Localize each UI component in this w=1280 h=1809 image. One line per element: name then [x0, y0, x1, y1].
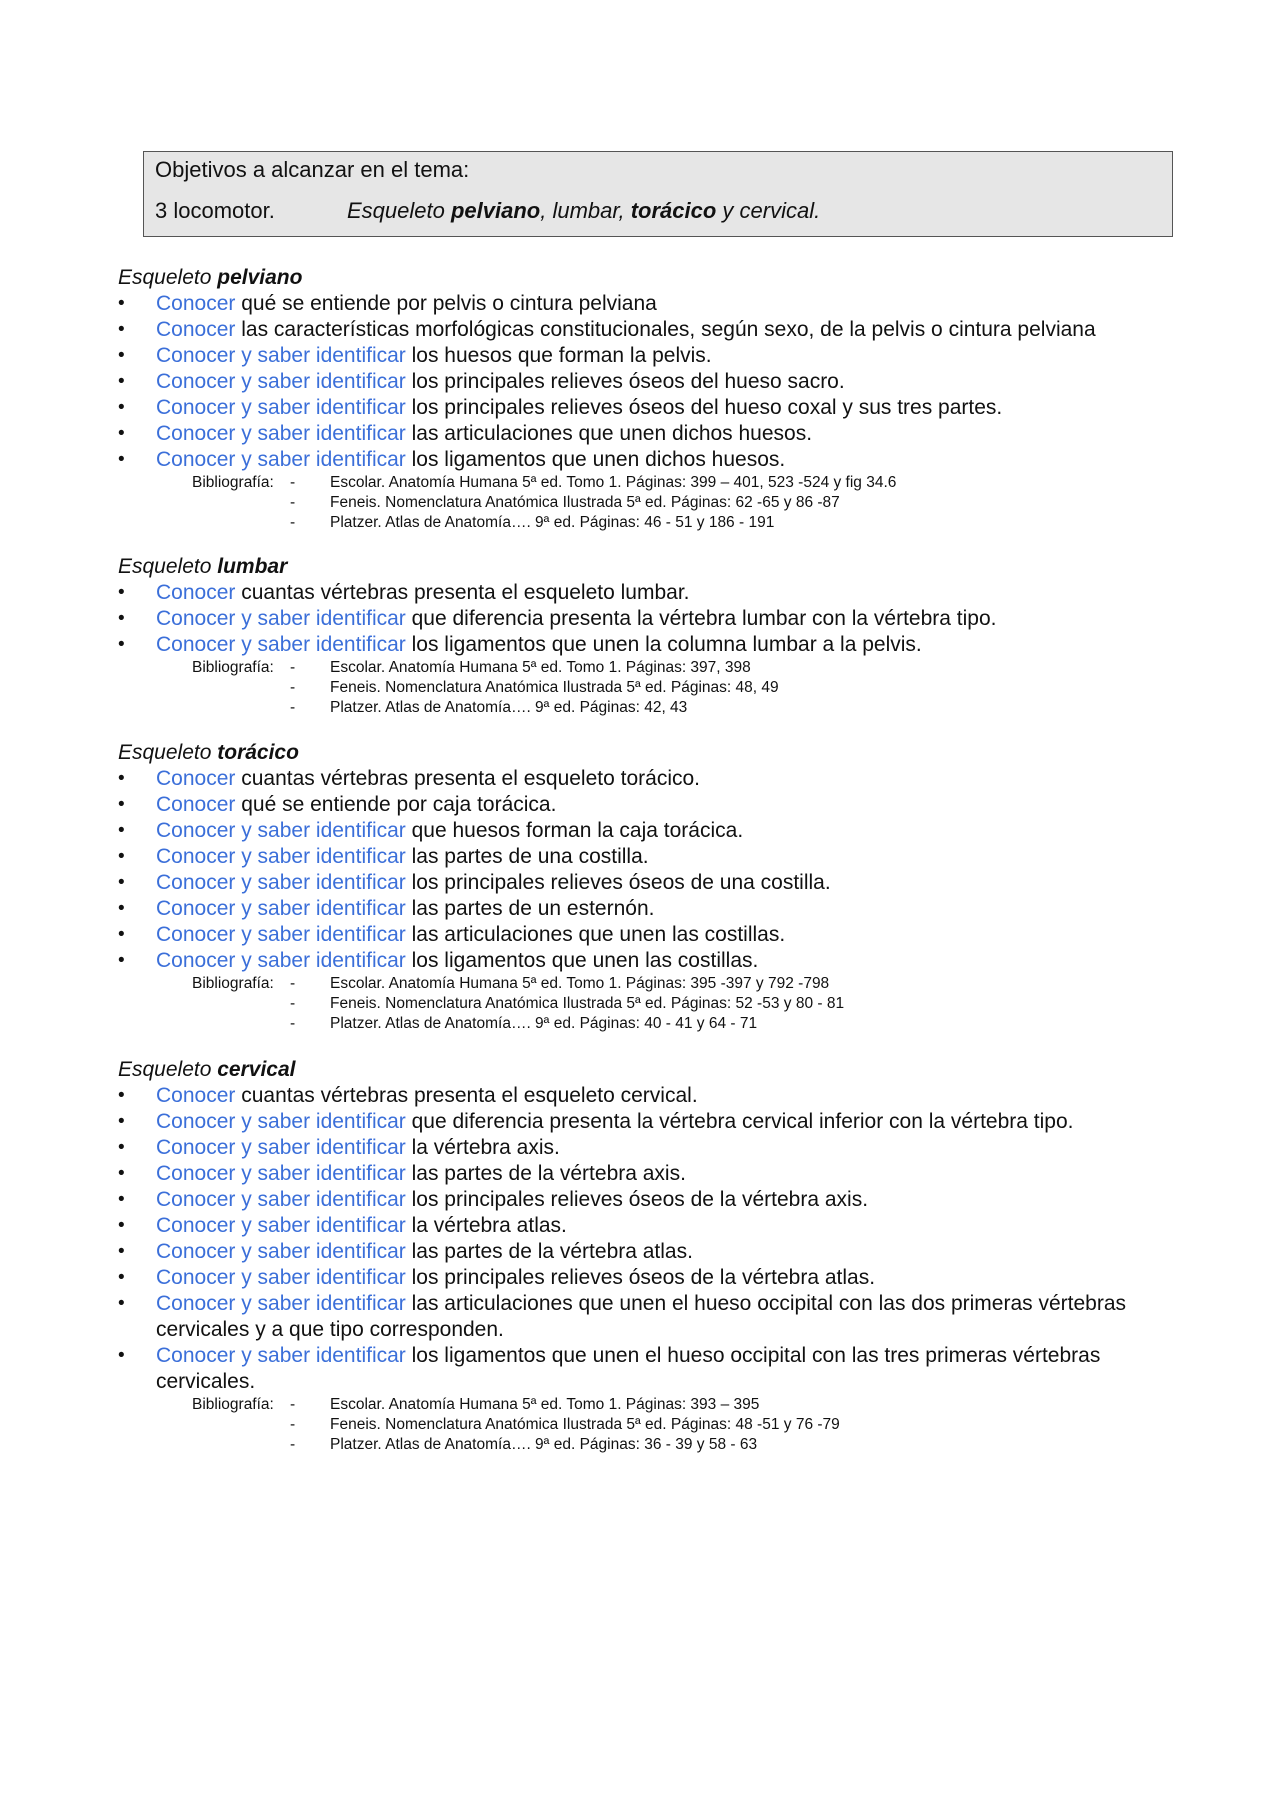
objective-item: [118, 369, 1178, 395]
objective-verb: Conocer y saber identificar: [156, 1162, 406, 1185]
bibliography-entry: [118, 473, 1178, 493]
bullet-icon: •: [118, 634, 125, 655]
objective-item: [118, 1187, 1178, 1213]
bullet-icon: •: [118, 820, 125, 841]
objective-item: [118, 1213, 1178, 1239]
objective-text: que diferencia presenta la vértebra lumbar con la vértebra tipo.: [405, 607, 997, 630]
bibliography-entry: [118, 994, 1178, 1014]
objective-verb: Conocer y saber identificar: [156, 1214, 406, 1237]
bibliography-reference: Escolar. Anatomía Humana 5ª ed. Tomo 1. Páginas: 393 – 395: [330, 1396, 760, 1413]
bullet-icon: •: [118, 449, 125, 470]
objective-item: [118, 818, 1178, 844]
objective-text: que huesos forman la caja torácica.: [405, 819, 744, 842]
bibliography: [118, 473, 1178, 533]
bibliography-entry: [118, 1415, 1178, 1435]
objective-text: las partes de un esternón.: [405, 897, 655, 920]
objective-text: las partes de la vértebra axis.: [405, 1162, 686, 1185]
objective-text: los ligamentos que unen el hueso occipital con las tres primeras vértebras cervicales.: [156, 1344, 1101, 1393]
section-title: [118, 554, 1178, 580]
objective-item: [118, 632, 1178, 658]
objective-verb: Conocer y saber identificar: [156, 871, 406, 894]
objective-text: las características morfológicas constitucionales, según sexo, de la pelvis o cintura pelviana: [235, 318, 1096, 341]
section-cervical: [118, 1057, 1178, 1455]
objective-item: [118, 1109, 1178, 1135]
objective-item: [118, 948, 1178, 974]
objective-item: [118, 317, 1178, 343]
bullet-icon: •: [118, 1085, 125, 1106]
dash-icon: -: [290, 659, 296, 676]
objective-item: [118, 606, 1178, 632]
objective-item: [118, 1239, 1178, 1265]
objective-text: los principales relieves óseos de la vértebra atlas.: [405, 1266, 876, 1289]
objective-verb: Conocer y saber identificar: [156, 448, 406, 471]
dash-icon: -: [290, 1396, 296, 1413]
objective-text: las partes de la vértebra atlas.: [405, 1240, 693, 1263]
objective-item: [118, 421, 1178, 447]
objective-verb: Conocer y saber identificar: [156, 897, 406, 920]
objective-item: [118, 896, 1178, 922]
bullet-icon: •: [118, 423, 125, 444]
objective-item: [118, 1083, 1178, 1109]
bibliography-reference: Platzer. Atlas de Anatomía…. 9ª ed. Páginas: 40 - 41 y 64 - 71: [330, 1015, 758, 1032]
bullet-icon: •: [118, 608, 125, 629]
bibliography-label: Bibliografía:: [192, 1396, 274, 1413]
objective-text: la vértebra atlas.: [405, 1214, 567, 1237]
objective-verb: Conocer y saber identificar: [156, 633, 406, 656]
bibliography-reference: Platzer. Atlas de Anatomía…. 9ª ed. Páginas: 36 - 39 y 58 - 63: [330, 1436, 758, 1453]
bibliography-reference: Platzer. Atlas de Anatomía…. 9ª ed. Páginas: 42, 43: [330, 699, 688, 716]
bullet-icon: •: [118, 1293, 125, 1314]
objective-text: las partes de una costilla.: [405, 845, 649, 868]
bibliography-label: Bibliografía:: [192, 975, 274, 992]
bullet-icon: •: [118, 1137, 125, 1158]
objective-text: cuantas vértebras presenta el esqueleto cervical.: [235, 1084, 698, 1107]
bibliography-label: Bibliografía:: [192, 659, 274, 676]
section-lumbar: [118, 554, 1178, 718]
objective-item: [118, 922, 1178, 948]
objective-verb: Conocer: [156, 767, 236, 790]
objective-text: las articulaciones que unen dichos huesos.: [405, 422, 813, 445]
bibliography-entry: [118, 513, 1178, 533]
objective-text: cuantas vértebras presenta el esqueleto torácico.: [235, 767, 700, 790]
objective-verb: Conocer y saber identificar: [156, 923, 406, 946]
section-title-prefix: Esqueleto: [118, 741, 218, 764]
objective-text: los huesos que forman la pelvis.: [405, 344, 712, 367]
objective-text: los principales relieves óseos del hueso sacro.: [405, 370, 845, 393]
bullet-icon: •: [118, 371, 125, 392]
bullet-icon: •: [118, 1345, 125, 1366]
bullet-icon: •: [118, 846, 125, 867]
objective-verb: Conocer: [156, 581, 236, 604]
objective-text: que diferencia presenta la vértebra cervical inferior con la vértebra tipo.: [405, 1110, 1074, 1133]
dash-icon: -: [290, 494, 296, 511]
objective-item: [118, 844, 1178, 870]
bullet-icon: •: [118, 898, 125, 919]
objective-item: [118, 1343, 1178, 1395]
objective-text: los ligamentos que unen la columna lumbar a la pelvis.: [405, 633, 922, 656]
bibliography: [118, 658, 1178, 718]
bullet-icon: •: [118, 1189, 125, 1210]
objective-text: cuantas vértebras presenta el esqueleto lumbar.: [235, 581, 690, 604]
objective-verb: Conocer y saber identificar: [156, 422, 406, 445]
dash-icon: -: [290, 1015, 296, 1032]
bibliography-reference: Platzer. Atlas de Anatomía…. 9ª ed. Páginas: 46 - 51 y 186 - 191: [330, 514, 775, 531]
objective-item: [118, 580, 1178, 606]
bibliography-entry: [118, 698, 1178, 718]
bullet-icon: •: [118, 345, 125, 366]
section-title-bold: pelviano: [217, 266, 303, 289]
objective-verb: Conocer y saber identificar: [156, 607, 406, 630]
objective-verb: Conocer y saber identificar: [156, 1292, 406, 1315]
objective-text: los ligamentos que unen dichos huesos.: [405, 448, 786, 471]
bullet-icon: •: [118, 293, 125, 314]
section-title-bold: cervical: [217, 1058, 296, 1081]
objective-item: [118, 395, 1178, 421]
objectives-box: [143, 151, 1173, 237]
bullet-icon: •: [118, 1163, 125, 1184]
objectives-unit: 3 locomotor.: [155, 198, 275, 223]
section-title-prefix: Esqueleto: [118, 1058, 218, 1081]
topic-text: y cervical.: [716, 198, 821, 223]
dash-icon: -: [290, 975, 296, 992]
bibliography-entry: [118, 1395, 1178, 1415]
bullet-icon: •: [118, 950, 125, 971]
bibliography-reference: Feneis. Nomenclatura Anatómica Ilustrada 5ª ed. Páginas: 48, 49: [330, 679, 779, 696]
objective-verb: Conocer y saber identificar: [156, 1266, 406, 1289]
objective-verb: Conocer y saber identificar: [156, 1344, 406, 1367]
section-title: [118, 265, 1178, 291]
bullet-icon: •: [118, 1241, 125, 1262]
topic-bold-toracico: torácico: [630, 198, 717, 223]
objective-verb: Conocer y saber identificar: [156, 1110, 406, 1133]
bibliography-reference: Escolar. Anatomía Humana 5ª ed. Tomo 1. Páginas: 397, 398: [330, 659, 751, 676]
objective-item: [118, 792, 1178, 818]
topic-text: Esqueleto: [347, 198, 451, 223]
bibliography-entry: [118, 493, 1178, 513]
objective-list: [118, 1083, 1178, 1395]
bibliography: [118, 1395, 1178, 1455]
dash-icon: -: [290, 514, 296, 531]
dash-icon: -: [290, 474, 296, 491]
objective-verb: Conocer: [156, 793, 236, 816]
objective-list: [118, 291, 1178, 473]
dash-icon: -: [290, 1436, 296, 1453]
objective-verb: Conocer y saber identificar: [156, 344, 406, 367]
objective-verb: Conocer y saber identificar: [156, 1188, 406, 1211]
section-title-bold: lumbar: [217, 555, 288, 578]
dash-icon: -: [290, 679, 296, 696]
bibliography-entry: [118, 974, 1178, 994]
objective-list: [118, 766, 1178, 974]
section-title: [118, 1057, 1178, 1083]
objective-verb: Conocer y saber identificar: [156, 949, 406, 972]
bibliography-reference: Feneis. Nomenclatura Anatómica Ilustrada 5ª ed. Páginas: 62 -65 y 86 -87: [330, 494, 840, 511]
objective-text: qué se entiende por caja torácica.: [235, 793, 557, 816]
objective-verb: Conocer: [156, 318, 236, 341]
bibliography-reference: Escolar. Anatomía Humana 5ª ed. Tomo 1. Páginas: 395 -397 y 792 -798: [330, 975, 830, 992]
bullet-icon: •: [118, 582, 125, 603]
objective-verb: Conocer y saber identificar: [156, 1136, 406, 1159]
objective-text: las articulaciones que unen el hueso occipital con las dos primeras vértebras cervicales y a que tipo corresponden.: [156, 1292, 1127, 1341]
bibliography-label: Bibliografía:: [192, 474, 274, 491]
bibliography-reference: Feneis. Nomenclatura Anatómica Ilustrada 5ª ed. Páginas: 52 -53 y 80 - 81: [330, 995, 845, 1012]
objective-text: qué se entiende por pelvis o cintura pelviana: [235, 292, 657, 315]
objective-text: las articulaciones que unen las costillas.: [405, 923, 786, 946]
section-pelviano: [118, 265, 1178, 533]
objective-verb: Conocer y saber identificar: [156, 396, 406, 419]
objective-item: [118, 1161, 1178, 1187]
bullet-icon: •: [118, 1111, 125, 1132]
objective-item: [118, 870, 1178, 896]
bibliography-reference: Escolar. Anatomía Humana 5ª ed. Tomo 1. Páginas: 399 – 401, 523 -524 y fig 34.6: [330, 474, 897, 491]
objective-item: [118, 447, 1178, 473]
objective-text: los ligamentos que unen las costillas.: [405, 949, 759, 972]
bibliography: [118, 974, 1178, 1034]
dash-icon: -: [290, 1416, 296, 1433]
bibliography-entry: [118, 658, 1178, 678]
section-title-prefix: Esqueleto: [118, 266, 218, 289]
objective-verb: Conocer y saber identificar: [156, 370, 406, 393]
topic-text: , lumbar,: [540, 198, 631, 223]
section-title-bold: torácico: [217, 741, 299, 764]
bullet-icon: •: [118, 768, 125, 789]
objective-verb: Conocer y saber identificar: [156, 819, 406, 842]
bullet-icon: •: [118, 872, 125, 893]
objective-list: [118, 580, 1178, 658]
objective-verb: Conocer y saber identificar: [156, 845, 406, 868]
bullet-icon: •: [118, 794, 125, 815]
objective-item: [118, 766, 1178, 792]
bullet-icon: •: [118, 397, 125, 418]
section-toracico: [118, 740, 1178, 1034]
bibliography-entry: [118, 1435, 1178, 1455]
bibliography-entry: [118, 678, 1178, 698]
objective-verb: Conocer y saber identificar: [156, 1240, 406, 1263]
objective-item: [118, 343, 1178, 369]
dash-icon: -: [290, 995, 296, 1012]
objective-text: los principales relieves óseos de una costilla.: [405, 871, 831, 894]
bullet-icon: •: [118, 924, 125, 945]
objective-item: [118, 1265, 1178, 1291]
objectives-title: Objetivos a alcanzar en el tema:: [155, 157, 470, 182]
objective-item: [118, 1291, 1178, 1343]
bibliography-entry: [118, 1014, 1178, 1034]
topic-bold-pelviano: pelviano: [450, 198, 541, 223]
bibliography-reference: Feneis. Nomenclatura Anatómica Ilustrada 5ª ed. Páginas: 48 -51 y 76 -79: [330, 1416, 840, 1433]
objective-text: los principales relieves óseos de la vértebra axis.: [405, 1188, 869, 1211]
objectives-topic: [347, 198, 820, 224]
objective-text: la vértebra axis.: [405, 1136, 560, 1159]
bullet-icon: •: [118, 1267, 125, 1288]
section-title: [118, 740, 1178, 766]
bullet-icon: •: [118, 1215, 125, 1236]
dash-icon: -: [290, 699, 296, 716]
bullet-icon: •: [118, 319, 125, 340]
objective-text: los principales relieves óseos del hueso coxal y sus tres partes.: [405, 396, 1003, 419]
section-title-prefix: Esqueleto: [118, 555, 218, 578]
objective-item: [118, 291, 1178, 317]
objective-verb: Conocer: [156, 292, 236, 315]
objective-item: [118, 1135, 1178, 1161]
objective-verb: Conocer: [156, 1084, 236, 1107]
